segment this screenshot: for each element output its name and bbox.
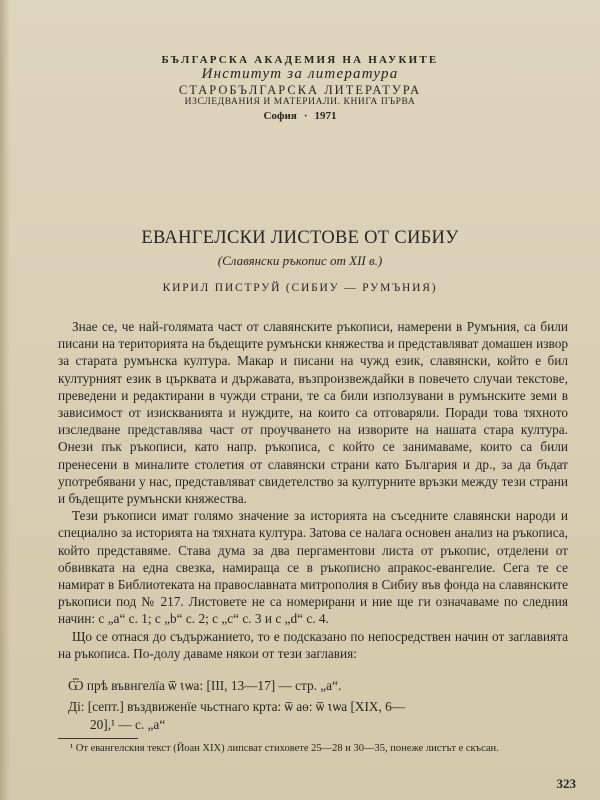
article-title: ЕВАНГЕЛСКИ ЛИСТОВЕ ОТ СИБИУ — [141, 228, 459, 248]
publication-city: София — [263, 110, 297, 122]
series-title: СТАРОБЪЛГАРСКА ЛИТЕРАТУРА — [178, 83, 422, 97]
paragraph-2: Тези ръкописи имат голямо значение за историята на съседните славянски народи и специално за историята на тяхната култура. Затова се налага основен анализ на ръкописа, който представяме. Става дума за два пергаментови листа от ръкопис, отделени от обвивката на една свезка, намираща се в ръкописно апракос-евангелие. Сега те се намират в Библиотеката на православната митрополия в Сибиу във фонда на славянските ръкописи под № 217. Листовете не са номерирани и ние ще ги означаваме по следния начин: с „а“ с. 1; с „b“ с. 2; с „c“ с. 3 и с „d“ с. 4. — [58, 508, 568, 627]
quoted-heading-1: Ѿ прѣ въвнгелїа ѿ ꙇѡа: [III, 13—17] — стр. „а“. — [68, 678, 342, 693]
quoted-heading-2-line: Ді: [септ.] въздвиженїе чьстнаго крта: ѿ аѳ: ѿ ꙇѡа [XIX, 6— — [68, 699, 406, 714]
publication-place-year — [0, 111, 600, 122]
article-body — [58, 318, 568, 662]
page-number: 323 — [556, 776, 576, 791]
quoted-heading-2 — [68, 698, 568, 734]
footnote-divider — [58, 738, 138, 739]
article-subtitle: (Славянски ръкопис от XII в.) — [217, 253, 383, 268]
article-author: КИРИЛ ПИСТРУЙ (СИБИУ — РУМЪНИЯ) — [162, 282, 438, 294]
academy-name: БЪЛГАРСКА АКАДЕМИЯ НА НАУКИТЕ — [161, 54, 439, 66]
institute-name: Институт за литература — [201, 66, 399, 82]
quoted-heading-2-continuation: 20],¹ — с. „а“ — [90, 717, 166, 732]
separator-dot: · — [303, 110, 308, 122]
series-subtitle: ИЗСЛЕДВАНИЯ И МАТЕРИАЛИ. КНИГА ПЪРВА — [184, 97, 416, 107]
publication-year: 1971 — [314, 110, 337, 122]
paragraph-1: Знае се, че най-голямата част от славянските ръкописи, намерени в Румъния, са били писани на територията на бъдещите румънски княжества и представляват домашен извор за старата румънска култура. Макар и писани на чужд език, славянски, който е бил културният език в църквата и държавата, възпроизвеждайки в повечето случаи текстове, преведени и редактирани в чужди страни, те са били използувани в румънските земи в зависимост от изискванията и нуждите, на които са отговаряли. Поради това тяхното изследване представлява част от проучването на изворите на нашата стара култура. Онези пък ръкописи, като напр. ръкописа, с който се занимаваме, които са били пренесени в миналите столетия от славянски страни като България и др., за да бъдат употребявани у нас, представляват свидетелство за културните връзки между тези страни и бъдещите румънски княжества. — [58, 319, 568, 507]
footnote: ¹ От евангелския текст (Йоан XIX) липсват стиховете 25—28 и 30—35, понеже листът е скъсан. — [70, 743, 499, 754]
paragraph-3: Що се отнася до съдържанието, то е подсказано по непосредствен начин от заглавията на ръкописа. По-долу даваме някои от тези заглавия: — [58, 628, 568, 661]
